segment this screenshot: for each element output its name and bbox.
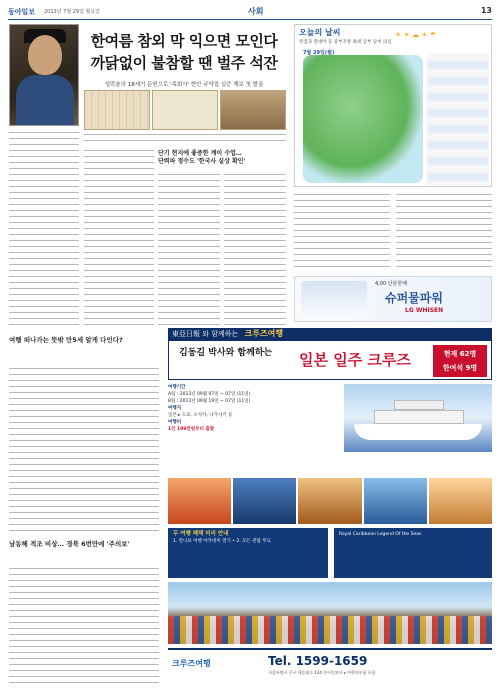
destination-photo <box>298 478 361 524</box>
box-article-body-1 <box>158 172 220 325</box>
historic-document-photos <box>84 90 286 130</box>
schedule-label: 여행기간 <box>168 385 186 390</box>
destination-photos <box>168 478 492 524</box>
route-label: 여행지 <box>168 406 182 411</box>
article3-headline: 남동해 적조 비상… 경북 6번만에 '주의보' <box>9 540 130 548</box>
cruise-banner <box>168 328 492 340</box>
destination-photo <box>364 478 427 524</box>
cruise-host: 김동길 박사와 함께하는 <box>179 348 273 358</box>
schedule-b: B팀 : 2013년 09월 19일 ~ 07일 (11일) <box>168 399 251 404</box>
weather-table <box>427 53 489 185</box>
weather-map <box>303 55 423 183</box>
schedule-a: A팀 : 2013년 09월 07일 ~ 07일 (11일) <box>168 392 251 397</box>
box-article-body-2 <box>224 172 286 325</box>
agency-info: 서울특별시 중구 세종대로 124 동아일보사 ▸ 여행자보험 포함 <box>268 670 376 675</box>
cruise-details <box>168 384 338 474</box>
ship-upper-deck <box>394 400 444 410</box>
aircon-ad-brand: 슈퍼물파워 <box>385 291 443 305</box>
price-label: 여행비 <box>168 420 182 425</box>
group-photo <box>168 582 492 644</box>
destination-photo <box>233 478 296 524</box>
portrait-robe <box>16 75 74 125</box>
ship-deck <box>374 410 464 424</box>
weather-article-col-2 <box>396 192 492 272</box>
box-article-title-1: 단기 현지에 좋중한 계이 수업… <box>158 150 242 157</box>
benefits-text: 1. 만나보 여행 아카데미 열기 • 2. 모든 관람 무료 <box>173 539 272 544</box>
aircon-advertisement[interactable] <box>294 276 492 322</box>
weather-title: 오늘의 날씨 <box>299 28 341 37</box>
cruise-seats-left: 한여석 9명 <box>442 364 478 372</box>
benefits-title: 두 여행 혜택 미리 안내 <box>173 531 229 537</box>
issue-date: 2013년 7월 29일 월요일 <box>44 9 101 15</box>
cruise-seats-current: 현재 62명 <box>443 350 477 358</box>
group-people <box>168 616 492 644</box>
weather-icons: ☀ ☀ ☁ ☀ ☂ <box>395 31 437 39</box>
phone-number[interactable]: Tel. 1599-1659 <box>268 654 368 668</box>
cruise-ship-name-box <box>334 528 492 578</box>
lead-body-column-2 <box>84 148 154 325</box>
page-header <box>8 6 492 20</box>
agency-logo: 크루즈여행 <box>172 659 211 668</box>
photo-caption <box>84 132 286 144</box>
section-name: 사회 <box>248 7 264 16</box>
article2-headline: 여행 떠나가는 뜻밖 만5세 알게 다인다? <box>9 336 123 344</box>
document-photo-3 <box>220 90 286 130</box>
document-photo-2 <box>152 90 218 130</box>
lead-headline-line-2: 까닭없이 불참할 땐 벌주 석잔 <box>90 54 278 72</box>
box-article-title-2: 단력파 정수도 '한국사 실상 확인' <box>158 158 246 165</box>
cruise-contact <box>168 648 492 682</box>
weather-subtitle: 폭염과 열대야 등 중부지방 최대 남부 날씨 의심 <box>299 40 392 45</box>
destination-photo <box>168 478 231 524</box>
cruise-hero <box>168 340 492 380</box>
destination-photo <box>429 478 492 524</box>
portrait-photo <box>9 24 79 126</box>
cruise-benefits <box>168 528 328 578</box>
cruise-banner-title: 크루즈여행 <box>244 329 284 338</box>
box-article-title <box>158 150 288 166</box>
weather-date: 7월 29일(월) <box>303 50 335 56</box>
weather-box <box>294 24 492 187</box>
cruise-banner-text: 東亞日報 와 함께하는 <box>172 330 239 338</box>
lead-headline-line-1: 한여름 참외 막 익으면 모인다 <box>90 32 278 50</box>
cruise-ship-name: Royal Caribbean Legend Of the Seas <box>339 532 422 537</box>
page-number: 13 <box>480 6 492 15</box>
cruise-ship-image <box>344 384 492 452</box>
lead-body-column-1 <box>9 130 79 325</box>
cruise-title: 일본 일주 크루즈 <box>299 351 411 369</box>
weather-article-col-1 <box>294 192 390 272</box>
ship-hull <box>354 424 482 440</box>
lead-subhead: 성락춘의 18세기 문헌으로 '족회사' 현안 규약집 실증 계보 첫 발굴 <box>104 82 264 88</box>
portrait-face <box>28 35 62 75</box>
lead-headline <box>84 30 284 74</box>
document-photo-1 <box>84 90 150 130</box>
route-text: 일본 ▸ 도쿄, 오사카, 나가사키 등 <box>168 413 233 418</box>
cruise-advertisement[interactable] <box>8 328 492 684</box>
price-text: 1인 199만원부터 출발 <box>168 427 215 432</box>
aircon-ad-maker: LG WHISEN <box>405 307 444 314</box>
newspaper-logo: 동아일보 <box>8 8 36 16</box>
aircon-ad-line: 4,00 단분한때 <box>375 281 408 287</box>
aircon-product-image <box>301 281 367 319</box>
cruise-seats-badge <box>433 345 487 377</box>
